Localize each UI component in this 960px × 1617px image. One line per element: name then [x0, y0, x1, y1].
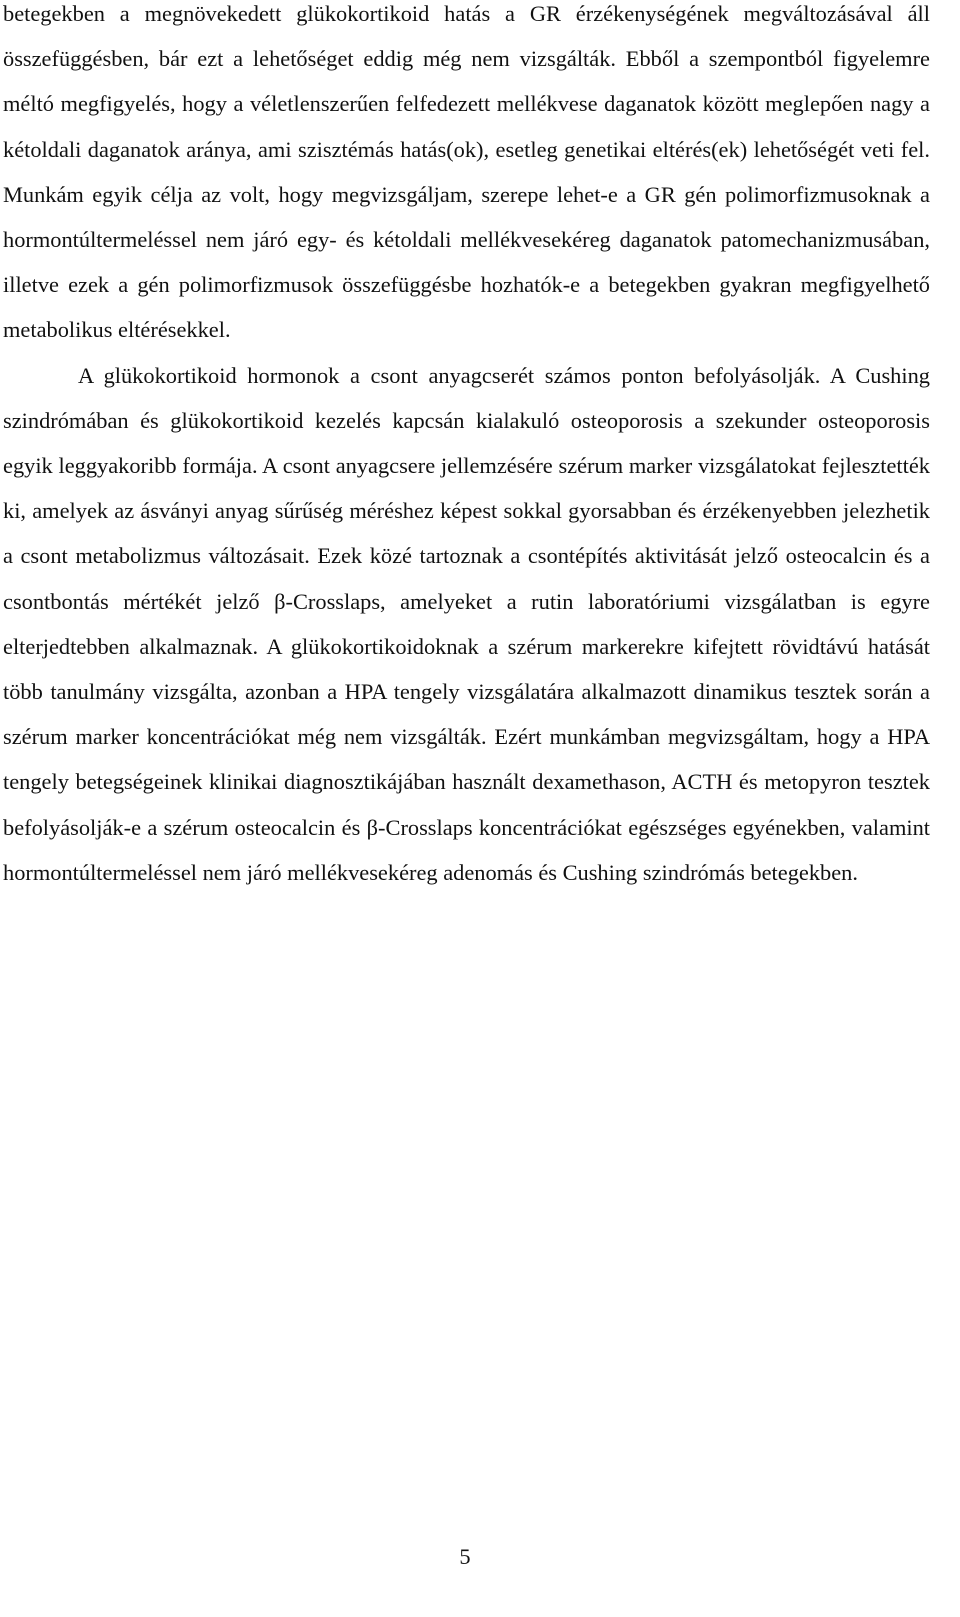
paragraph-1: betegekben a megnövekedett glükokortikoid hatás a GR érzékenységének megváltozásával áll összefüggésben, bár ezt a lehetőséget eddig még nem vizsgálták. Ebből a szempontból figyelemre méltó megfigyelés, hogy a véletlenszerűen felfedezett mellékvese daganatok között meglepően nagy a kétoldali daganatok aránya, ami szisztémás hatás(ok), esetleg genetikai eltérés(ek) lehetőségét veti fel. Munkám egyik célja az volt, hogy megvizsgáljam, szerepe lehet-e a GR gén polimorfizmusoknak a hormontúltermeléssel nem járó egy- és kétoldali mellékvesekéreg daganatok patomechanizmusában, illetve ezek a gén polimorfizmusok összefüggésbe hozhatók-e a betegekben gyakran megfigyelhető metabolikus eltérésekkel. — [3, 1, 930, 343]
document-body — [3, 0, 930, 895]
page-number: 5 — [459, 1544, 471, 1569]
paragraph-2: A glükokortikoid hormonok a csont anyagcserét számos ponton befolyásolják. A Cushing szindrómában és glükokortikoid kezelés kapcsán kialakuló osteoporosis a szekunder osteoporosis egyik leggyakoribb formája. A csont anyagcsere jellemzésére szérum marker vizsgálatokat fejlesztették ki, amelyek az ásványi anyag sűrűség méréshez képest sokkal gyorsabban és érzékenyebben jelezhetik a csont metabolizmus változásait. Ezek közé tartoznak a csontépítés aktivitását jelző osteocalcin és a csontbontás mértékét jelző β-Crosslaps, amelyeket a rutin laboratóriumi vizsgálatban is egyre elterjedtebben alkalmaznak. A glükokortikoidoknak a szérum markerekre kifejtett rövidtávú hatását több tanulmány vizsgálta, azonban a HPA tengely vizsgálatára alkalmazott dinamikus tesztek során a szérum marker koncentrációkat még nem vizsgálták. Ezért munkámban megvizsgáltam, hogy a HPA tengely betegségeinek klinikai diagnosztikájában használt dexamethason, ACTH és metopyron tesztek befolyásolják-e a szérum osteocalcin és β-Crosslaps koncentrációkat egészséges egyénekben, valamint hormontúltermeléssel nem járó mellékvesekéreg adenomás és Cushing szindrómás betegekben. — [3, 362, 930, 885]
